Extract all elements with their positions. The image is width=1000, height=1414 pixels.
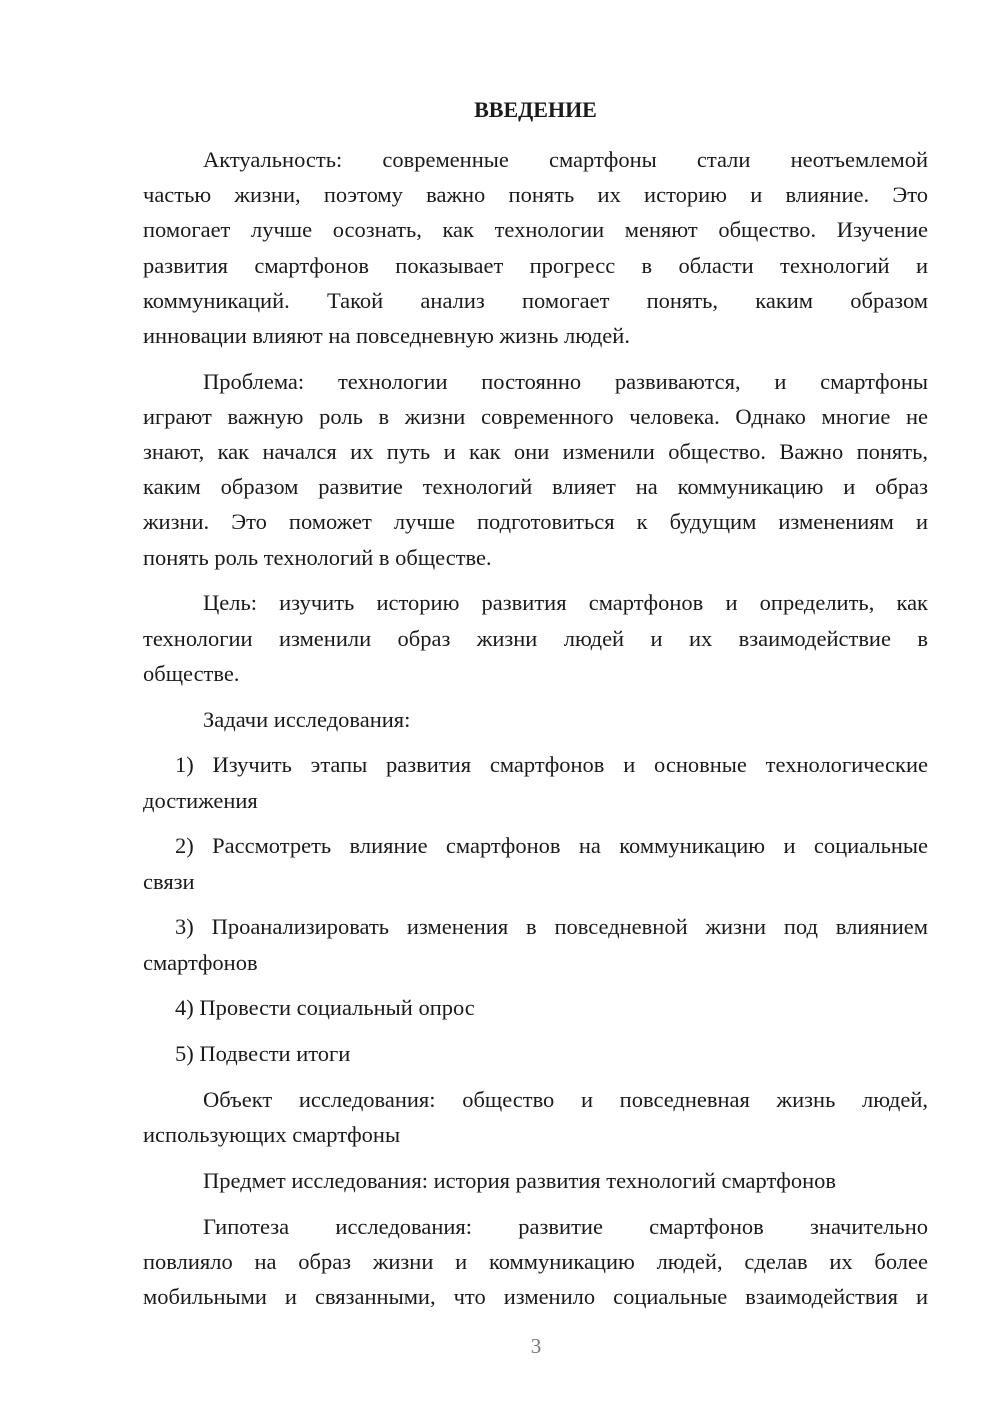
document-page [143,92,928,1325]
text-line: Объект исследования: общество и повседневная жизнь людей, [203,1086,928,1112]
paragraph [143,1209,928,1315]
text-line: связи [143,868,195,894]
list-item [143,909,928,979]
text-line: 3) Проанализировать изменения в повседневной жизни под влиянием [175,914,928,940]
text-line: 1) Изучить этапы развития смартфонов и основные технологические [175,752,928,778]
text-line: повлияло на образ жизни и коммуникацию людей, сделав их более [143,1248,928,1274]
text-line: Гипотеза исследования: развитие смартфонов значительно [203,1213,928,1239]
text-line: каким образом развитие технологий влияет на коммуникацию и образ [143,474,928,500]
text-line: технологии изменили образ жизни людей и их взаимодействие в [143,625,928,651]
text-line: достижения [143,787,258,813]
text-line: инновации влияют на повседневную жизнь людей. [143,322,630,348]
list-item [143,828,928,898]
paragraph [143,702,928,737]
text-line: понять роль технологий в обществе. [143,544,492,570]
text-line: помогает лучше осознать, как технологии меняют общество. Изучение [143,217,928,243]
text-line: использующих смартфоны [143,1122,401,1148]
text-line: 4) Провести социальный опрос [175,995,475,1021]
text-line: частью жизни, поэтому важно понять их историю и влияние. Это [143,182,928,208]
section-title: ВВЕДЕНИЕ [474,97,597,122]
paragraph [143,142,928,353]
text-line: коммуникаций. Такой анализ помогает понять, каким образом [143,287,928,313]
text-line: играют важную роль в жизни современного человека. Однако многие не [143,403,928,429]
text-line: 2) Рассмотреть влияние смартфонов на коммуникацию и социальные [175,833,928,859]
text-line: обществе. [143,660,240,686]
paragraph [143,1082,928,1152]
paragraph [143,364,928,575]
page-number: 3 [530,1334,542,1358]
text-line: развития смартфонов показывает прогресс в области технологий и [143,252,928,278]
text-line: Задачи исследования: [203,706,411,732]
list-item [143,990,928,1025]
document-body [143,142,928,1314]
paragraph [143,1163,928,1198]
list-item [143,1036,928,1071]
list-item [143,747,928,817]
text-line: мобильными и связанными, что изменило социальные взаимодействия и [143,1283,928,1309]
text-line: Цель: изучить историю развития смартфонов и определить, как [203,590,928,616]
text-line: жизни. Это поможет лучше подготовиться к будущим изменениям и [143,509,928,535]
text-line: Предмет исследования: история развития технологий смартфонов [203,1167,837,1193]
text-line: Проблема: технологии постоянно развиваются, и смартфоны [203,368,928,394]
text-line: смартфонов [143,949,258,975]
text-line: 5) Подвести итоги [175,1041,351,1067]
text-line: Актуальность: современные смартфоны стали неотъемлемой [203,147,928,172]
paragraph [143,585,928,691]
text-line: знают, как начался их путь и как они изменили общество. Важно понять, [143,439,928,465]
